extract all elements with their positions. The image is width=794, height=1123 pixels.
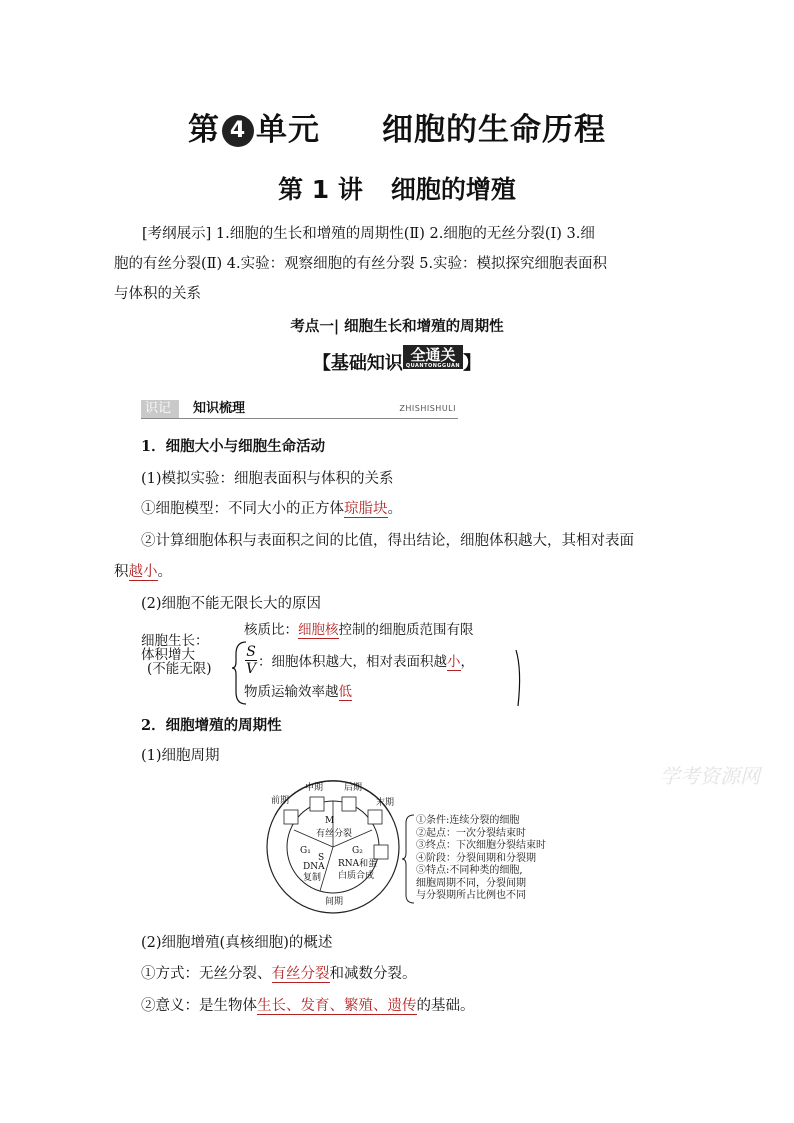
watermark: 学考资源网 — [660, 764, 760, 788]
note-5: ⑤特点:不同种类的细胞, — [416, 865, 523, 876]
section-label: 知识梳理 — [193, 401, 246, 416]
right-bracket — [516, 650, 520, 706]
label-dna: DNA — [303, 862, 325, 872]
d-left3: (不能无限) — [147, 661, 212, 677]
banner-badge-text: 全通关 — [410, 346, 456, 364]
d-left1: 细胞生长： — [141, 633, 209, 649]
d-r1-pre: 核质比： — [244, 622, 298, 638]
note-6: 细胞周期不同，分裂间期 — [416, 877, 526, 889]
banner-badge — [403, 345, 463, 369]
banner-badge-pinyin: QUANTONGGUAN — [405, 363, 461, 369]
sub-3: (1)细胞周期 — [141, 748, 220, 764]
label-rna1: RNA和蛋 — [338, 859, 378, 869]
label-telophase: 末期 — [376, 798, 395, 808]
notes-bracket — [402, 813, 416, 905]
cell-interphase-icon — [374, 845, 388, 859]
banner-left: 【基础知识 — [312, 353, 403, 374]
cell-prophase-icon — [284, 810, 298, 824]
heading-1: 1．细胞大小与细胞生命活动 — [141, 438, 326, 455]
sub-4: (2)细胞增殖(真核细胞)的概述 — [141, 935, 333, 951]
cycle-notes — [416, 815, 546, 903]
d-r1-post: 控制的细胞质范围有限 — [338, 622, 474, 638]
c1-answer: 琼脂块 — [344, 501, 388, 517]
cell-telophase-icon — [368, 810, 382, 824]
d-r2-answer: 小 — [447, 654, 461, 670]
d-r2-post: ， — [460, 654, 474, 670]
cell-metaphase-icon — [310, 797, 324, 811]
label-interphase: 间期 — [325, 897, 344, 907]
label-anaphase: 后期 — [344, 783, 363, 793]
diagram-row2 — [258, 652, 474, 672]
section-tag: 识记 — [141, 400, 179, 418]
circle-item-2-line1: ②计算细胞体积与表面积之间的比值，得出结论，细胞体积越大，其相对表面 — [141, 533, 634, 549]
m2-pre: ②意义：是生物体 — [141, 998, 257, 1014]
kaodian-heading: 考点一| 细胞生长和增殖的周期性 — [290, 318, 504, 335]
outline-line2: 胞的有丝分裂(Ⅱ) 4.实验：观察细胞的有丝分裂 5.实验：模拟探究细胞表面积 — [114, 256, 608, 272]
label-g2: G₂ — [352, 846, 363, 856]
diagram-row1 — [244, 620, 474, 640]
note-7: 与分裂期所占比例也不同 — [416, 890, 526, 901]
label-fuzhi: 复制 — [303, 873, 322, 883]
circle-item-2-line2 — [114, 562, 172, 582]
unit-number-badge: 4 — [222, 115, 254, 147]
d-r2-pre: ：细胞体积越大，相对表面积越 — [258, 654, 447, 670]
note-3: ③终点：下次细胞分裂结束时 — [416, 840, 546, 851]
label-metaphase: 中期 — [305, 783, 324, 793]
outline-line1: 1.细胞的生长和增殖的周期性(Ⅱ) 2.细胞的无丝分裂(Ⅰ) 3.细 — [211, 226, 595, 242]
c1-pre: ①细胞模型：不同大小的正方体 — [141, 501, 344, 517]
m1-answer: 有丝分裂 — [271, 966, 330, 982]
label-rna2: 白质合成 — [338, 871, 375, 881]
cell-anaphase-icon — [342, 797, 356, 811]
d-r1-answer: 细胞核 — [298, 622, 339, 638]
note-4: ④阶段：分裂间期和分裂期 — [416, 852, 536, 864]
note-1: ①条件:连续分裂的细胞 — [416, 815, 520, 826]
section-bar — [141, 400, 458, 419]
d-r3-answer: 低 — [338, 684, 352, 700]
circle-item-1 — [141, 499, 402, 519]
m1-post: 和减数分裂。 — [329, 966, 417, 982]
m1-pre: ①方式：无丝分裂、 — [141, 966, 272, 982]
outline-line3: 与体积的关系 — [114, 286, 201, 302]
lecture-title — [0, 170, 794, 206]
sub-1: (1)模拟实验：细胞表面积与体积的关系 — [141, 471, 394, 487]
diagram-left — [141, 634, 212, 676]
unit-suffix: 单元 — [256, 112, 320, 148]
s-over-v — [245, 644, 257, 677]
c1-post: 。 — [387, 501, 402, 517]
sub-2: (2)细胞不能无限长大的原因 — [141, 596, 322, 612]
exam-outline — [114, 219, 682, 309]
note-2: ②起点：一次分裂结束时 — [416, 827, 526, 839]
label-g1: G₁ — [300, 846, 311, 856]
d-r3-pre: 物质运输效率越 — [244, 684, 339, 700]
banner-right: 】 — [463, 353, 482, 374]
outline-head: [考纲展示] — [142, 226, 212, 242]
heading-2: 2．细胞增殖的周期性 — [141, 717, 282, 734]
notes-brace — [402, 815, 414, 903]
frac-s: S — [246, 644, 256, 660]
lecture-name: 细胞的增殖 — [390, 175, 516, 204]
label-s: S — [318, 853, 325, 863]
unit-title — [0, 104, 794, 149]
section-pinyin: ZHISHISHULI — [399, 404, 456, 413]
c2-post: 。 — [157, 564, 172, 580]
diagram-row3 — [244, 682, 352, 702]
label-m-sub: 有丝分裂 — [316, 829, 353, 839]
method-item — [141, 964, 417, 984]
meaning-item — [141, 996, 475, 1016]
c2-pre: 积 — [114, 564, 129, 580]
unit-prefix: 第 — [188, 112, 220, 148]
frac-v: V — [245, 661, 257, 677]
label-m: M — [325, 816, 335, 826]
lecture-label: 第 1 讲 — [278, 175, 363, 204]
label-prophase: 前期 — [271, 796, 290, 806]
d-left2: 体积增大 — [141, 647, 195, 663]
unit-name: 细胞的生命历程 — [382, 112, 606, 148]
m2-answer: 生长、发育、繁殖、遗传 — [257, 998, 417, 1014]
c2-answer: 越小 — [128, 564, 158, 580]
basic-knowledge-banner — [0, 345, 794, 375]
m2-post: 的基础。 — [416, 998, 475, 1014]
